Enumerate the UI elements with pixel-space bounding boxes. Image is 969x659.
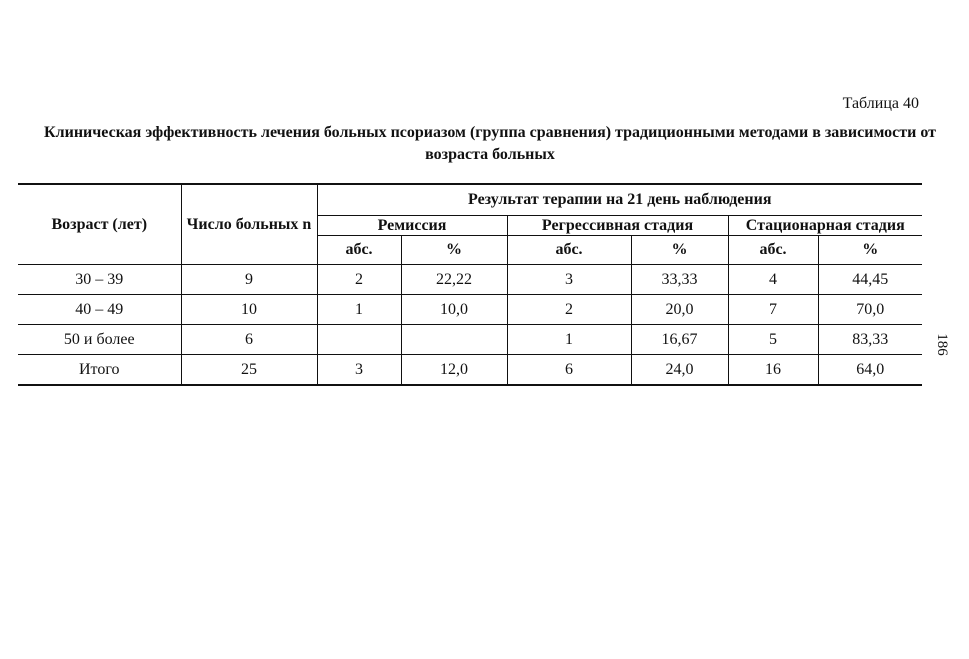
cell-reg-abs: 6 [507, 355, 631, 386]
cell-reg-pct: 20,0 [631, 295, 728, 325]
cell-n: 10 [181, 295, 317, 325]
cell-rem-abs: 3 [317, 355, 401, 386]
header-remission: Ремиссия [317, 216, 507, 236]
header-abs: абс. [728, 236, 818, 265]
cell-st-pct: 70,0 [818, 295, 922, 325]
cell-st-pct: 83,33 [818, 325, 922, 355]
header-regressive: Регрессивная стадия [507, 216, 728, 236]
header-pct: % [631, 236, 728, 265]
header-count: Число больных n [181, 184, 317, 265]
cell-rem-pct: 10,0 [401, 295, 507, 325]
cell-rem-pct: 12,0 [401, 355, 507, 386]
cell-n: 9 [181, 265, 317, 295]
cell-reg-abs: 3 [507, 265, 631, 295]
cell-st-pct: 44,45 [818, 265, 922, 295]
cell-st-abs: 7 [728, 295, 818, 325]
table-row-total [18, 355, 922, 386]
cell-rem-pct: 22,22 [401, 265, 507, 295]
cell-rem-pct [401, 325, 507, 355]
table-row [18, 265, 922, 295]
cell-st-abs: 4 [728, 265, 818, 295]
table-title: Клиническая эффективность лечения больных псориазом (группа сравнения) традиционными методами в зависимости от возраста больных [44, 124, 936, 163]
header-pct: % [401, 236, 507, 265]
cell-reg-pct: 24,0 [631, 355, 728, 386]
table-row [18, 325, 922, 355]
cell-reg-pct: 33,33 [631, 265, 728, 295]
header-abs: абс. [317, 236, 401, 265]
page-number: 186 [933, 333, 950, 356]
cell-age: Итого [18, 355, 181, 386]
cell-st-abs: 5 [728, 325, 818, 355]
cell-age: 40 – 49 [18, 295, 181, 325]
cell-st-abs: 16 [728, 355, 818, 386]
cell-rem-abs [317, 325, 401, 355]
results-table [18, 183, 922, 386]
cell-reg-pct: 16,67 [631, 325, 728, 355]
header-age: Возраст (лет) [18, 184, 181, 265]
cell-n: 6 [181, 325, 317, 355]
header-result: Результат терапии на 21 день наблюдения [317, 184, 922, 216]
cell-age: 50 и более [18, 325, 181, 355]
cell-reg-abs: 1 [507, 325, 631, 355]
cell-age: 30 – 39 [18, 265, 181, 295]
header-stationary: Стационарная стадия [728, 216, 922, 236]
cell-st-pct: 64,0 [818, 355, 922, 386]
cell-n: 25 [181, 355, 317, 386]
header-pct: % [818, 236, 922, 265]
table-label: Таблица 40 [842, 95, 919, 112]
header-abs: абс. [507, 236, 631, 265]
cell-reg-abs: 2 [507, 295, 631, 325]
cell-rem-abs: 2 [317, 265, 401, 295]
table-row [18, 295, 922, 325]
cell-rem-abs: 1 [317, 295, 401, 325]
